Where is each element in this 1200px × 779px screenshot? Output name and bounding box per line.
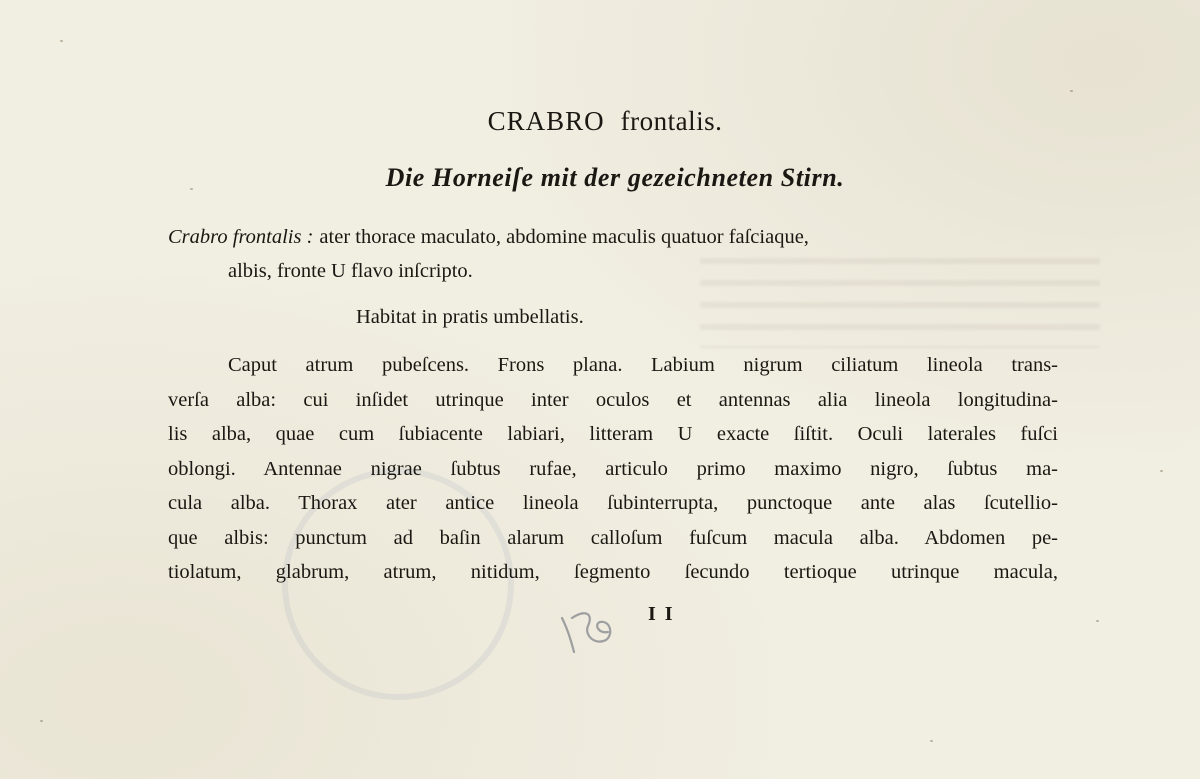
- species-diagnosis: [168, 220, 1058, 288]
- description-paragraph: [168, 348, 1058, 590]
- pencil-annotation: [554, 600, 624, 660]
- paper-fleck: [1070, 90, 1073, 92]
- genus-name: CRABRO: [487, 106, 605, 136]
- description-line: cula alba. Thorax ater antice lineola ſubinterrupta, punctoque ante alas ſcutellio-: [168, 492, 1058, 514]
- signature-mark: I I: [648, 603, 675, 625]
- diagnosis-line-1: [168, 220, 1058, 254]
- description-line: tiolatum, glabrum, atrum, nitidum, ſegmento ſecundo tertioque utrinque macula,: [168, 561, 1058, 583]
- paper-fleck: [930, 740, 933, 742]
- species-name: frontalis.: [620, 106, 723, 136]
- description-line: que albis: punctum ad baſin alarum calloſum fuſcum macula alba. Abdomen pe-: [168, 526, 1058, 549]
- paper-fleck: [1160, 470, 1163, 472]
- diagnosis-text-1: ater thorace maculato, abdomine maculis quatuor faſciaque,: [319, 226, 809, 248]
- description-line: Caput atrum pubeſcens. Frons plana. Labium nigrum ciliatum lineola trans-: [228, 354, 1058, 376]
- description-line: oblongi. Antennae nigrae ſubtus rufae, articulo primo maximo nigro, ſubtus ma-: [168, 457, 1058, 480]
- paper-fleck: [190, 188, 193, 190]
- diagnosis-name: Crabro frontalis :: [168, 226, 314, 248]
- habitat-line: Habitat in pratis umbellatis.: [356, 306, 584, 328]
- diagnosis-line-2: albis, fronte U flavo inſcripto.: [228, 260, 473, 282]
- description-line: verſa alba: cui inſidet utrinque inter oculos et antennas alia lineola longitudina-: [168, 388, 1058, 411]
- german-subtitle: Die Horneiſe mit der gezeichneten Stirn.: [385, 163, 845, 192]
- description-line: lis alba, quae cum ſubiacente labiari, litteram U exacte ſiſtit. Oculi laterales fuſci: [168, 423, 1058, 445]
- paper-fleck: [60, 40, 63, 42]
- paper-fleck: [1096, 620, 1099, 622]
- page-title: [0, 106, 1200, 137]
- paper-fleck: [40, 720, 43, 722]
